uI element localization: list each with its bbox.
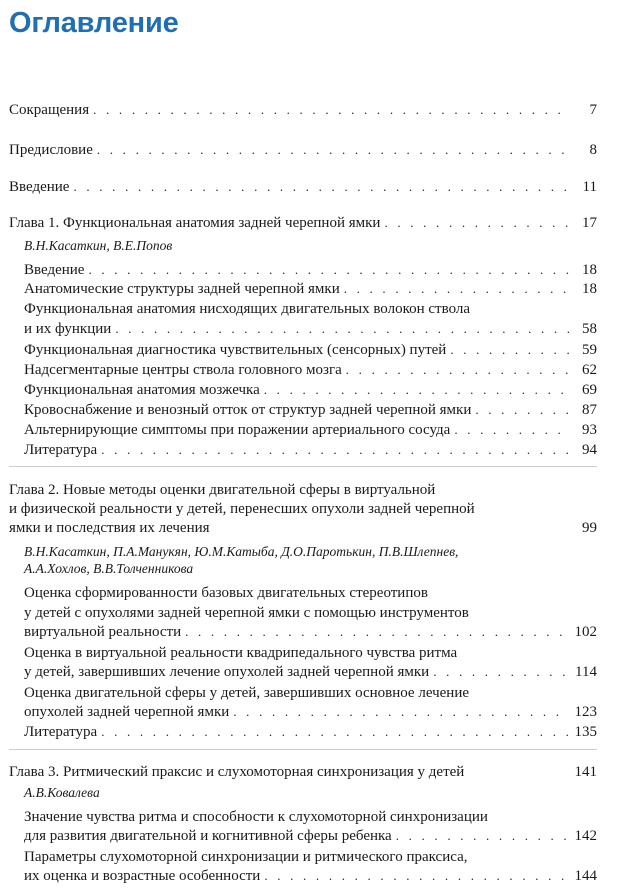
toc-subentry[interactable] <box>24 723 597 741</box>
entry-label: у детей, завершивших лечение опухолей задней черепной ямки <box>24 664 430 680</box>
entry-label: Кровоснабжение и венозный отток от структур задней черепной ямки <box>24 402 472 418</box>
entry-label: виртуальной реальности <box>24 624 182 640</box>
toc-subentry[interactable] <box>24 341 597 359</box>
toc-entry-abbreviations[interactable] <box>9 101 597 119</box>
toc-subentry[interactable] <box>24 361 597 379</box>
page-title: Оглавление <box>9 7 179 39</box>
entry-label: Литература <box>24 724 98 740</box>
chapter-authors: А.В.Ковалева <box>24 785 100 800</box>
entry-label: Надсегментарные центры ствола головного мозга <box>24 362 342 378</box>
entry-label-line: Оценка двигательной сферы у детей, завершивших основное лечение <box>24 685 470 701</box>
dot-leader <box>264 381 569 399</box>
toc-chapter-3[interactable] <box>9 763 597 781</box>
entry-label: Сокращения <box>9 102 90 118</box>
dot-leader <box>346 361 569 379</box>
section-divider <box>9 466 597 467</box>
toc-subentry[interactable] <box>24 703 597 721</box>
chapter-title-line: Глава 2. Новые методы оценки двигательной сферы в виртуальной <box>9 482 436 498</box>
dot-leader <box>344 280 569 298</box>
entry-label-line: Значение чувства ритма и способности к слухомоторной синхронизации <box>24 809 488 825</box>
page-number: 58 <box>582 321 597 337</box>
page-number: 18 <box>582 262 597 278</box>
toc-entry-introduction[interactable] <box>9 178 597 196</box>
page-number: 8 <box>589 142 597 158</box>
entry-label: Функциональная диагностика чувствительных (сенсорных) путей <box>24 342 447 358</box>
entry-label-line: Функциональная анатомия нисходящих двигательных волокон ствола <box>24 301 471 317</box>
chapter-title: Глава 1. Функциональная анатомия задней черепной ямки <box>9 215 381 231</box>
toc-entry-preface[interactable] <box>9 141 597 159</box>
page-number: 62 <box>582 362 597 378</box>
dot-leader <box>454 421 569 439</box>
entry-label: Введение <box>9 179 70 195</box>
entry-label: опухолей задней черепной ямки <box>24 704 230 720</box>
entry-label: их оценка и возрастные особенности <box>24 868 261 884</box>
entry-label: Функциональная анатомия мозжечка <box>24 382 260 398</box>
dot-leader <box>433 663 569 681</box>
page-number: 135 <box>574 724 597 740</box>
page-number: 17 <box>582 215 597 231</box>
dot-leader <box>185 623 568 641</box>
dot-leader <box>384 214 569 232</box>
dot-leader <box>73 178 569 196</box>
page-number: 94 <box>582 442 597 458</box>
toc-subentry[interactable] <box>24 827 597 845</box>
page-number: 114 <box>575 664 597 680</box>
page-number: 11 <box>582 179 597 195</box>
chapter-authors: В.Н.Касаткин, В.Е.Попов <box>24 238 173 253</box>
entry-label-line: Оценка сформированности базовых двигательных стереотипов <box>24 585 428 601</box>
entry-label: Альтернирующие симптомы при поражении артериального сосуда <box>24 422 451 438</box>
section-divider <box>9 749 597 750</box>
toc-subentry[interactable] <box>24 280 597 298</box>
toc-subentry[interactable] <box>24 663 597 681</box>
toc-subentry[interactable] <box>24 261 597 279</box>
chapter-title: Глава 3. Ритмический праксис и слухомоторная синхронизация у детей <box>9 764 465 780</box>
dot-leader <box>97 141 569 159</box>
page-number: 141 <box>574 764 597 780</box>
entry-label: Литература <box>24 442 98 458</box>
toc-subentry[interactable] <box>24 441 597 459</box>
toc-subentry[interactable] <box>24 381 597 399</box>
page-number: 18 <box>582 281 597 297</box>
dot-leader <box>450 341 569 359</box>
entry-label: Введение <box>24 262 85 278</box>
dot-leader <box>101 723 568 741</box>
page-number: 87 <box>582 402 597 418</box>
toc-chapter-2[interactable] <box>9 519 597 537</box>
page-number: 99 <box>582 520 597 536</box>
page-number: 93 <box>582 422 597 438</box>
entry-label: для развития двигательной и когнитивной сферы ребенка <box>24 828 392 844</box>
chapter-title-line: и физической реальности у детей, перенесших опухоли задней черепной <box>9 501 475 517</box>
dot-leader <box>88 261 569 279</box>
dot-leader <box>475 401 569 419</box>
dot-leader <box>101 441 569 459</box>
entry-label-line: Параметры слухомоторной синхронизации и ритмического праксиса, <box>24 849 468 865</box>
dot-leader <box>93 101 569 119</box>
toc-subentry[interactable] <box>24 623 597 641</box>
toc-subentry[interactable] <box>24 867 597 885</box>
dot-leader <box>264 867 568 885</box>
entry-label: Предисловие <box>9 142 93 158</box>
page-number: 123 <box>574 704 597 720</box>
entry-label-line: Оценка в виртуальной реальности квадрипедального чувства ритма <box>24 645 458 661</box>
page-number: 59 <box>582 342 597 358</box>
chapter-title: ямки и последствия их лечения <box>9 520 210 536</box>
page-number: 7 <box>589 102 597 118</box>
chapter-authors: В.Н.Касаткин, П.А.Манукян, Ю.М.Катыба, Д.О.Паротькин, П.В.Шлепнев, <box>24 544 459 559</box>
dot-leader <box>233 703 568 721</box>
toc-subentry[interactable] <box>24 421 597 439</box>
dot-leader <box>396 827 569 845</box>
page-number: 144 <box>574 868 597 884</box>
page-number: 142 <box>574 828 597 844</box>
toc-chapter-1[interactable] <box>9 214 597 232</box>
entry-label: Анатомические структуры задней черепной ямки <box>24 281 340 297</box>
entry-label-line: у детей с опухолями задней черепной ямки с помощью инструментов <box>24 605 469 621</box>
toc-subentry[interactable] <box>24 401 597 419</box>
toc-subentry[interactable] <box>24 320 597 338</box>
dot-leader <box>115 320 569 338</box>
page-number: 102 <box>574 624 597 640</box>
page-number: 69 <box>582 382 597 398</box>
chapter-authors: А.А.Хохлов, В.В.Толченникова <box>24 561 194 576</box>
entry-label: и их функции <box>24 321 112 337</box>
